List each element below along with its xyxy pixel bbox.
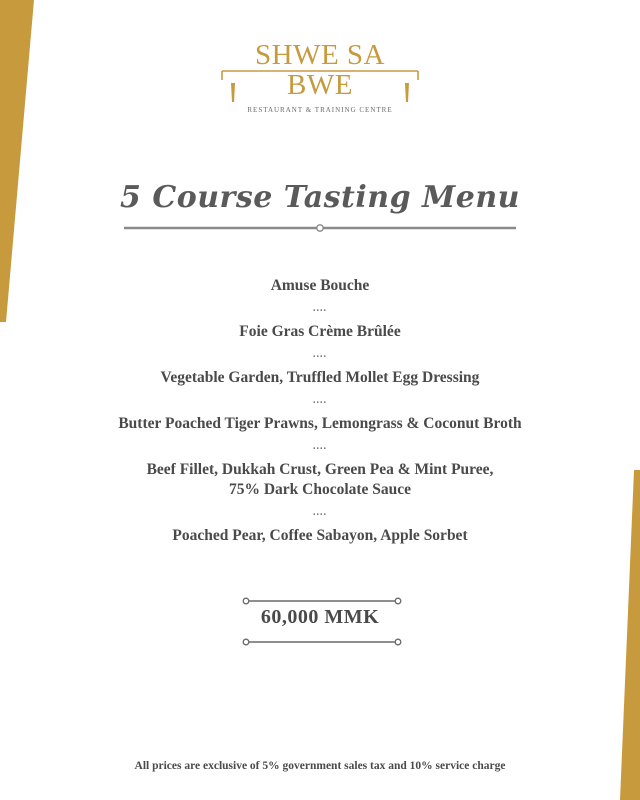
- logo-frame-icon: [220, 40, 420, 110]
- course-item: Butter Poached Tiger Prawns, Lemongrass & Coconut Broth: [118, 415, 522, 432]
- course-separator: ....: [313, 395, 327, 406]
- course-separator: ....: [313, 507, 327, 518]
- restaurant-name: SHWE SA BWE: [255, 39, 385, 101]
- price-top-rule: [242, 596, 402, 606]
- course-item: Beef Fillet, Dukkah Crust, Green Pea & Mint Puree,: [146, 461, 494, 478]
- tax-disclaimer: All prices are exclusive of 5% government sales tax and 10% service charge: [134, 760, 506, 772]
- course-item-continued: 75% Dark Chocolate Sauce: [228, 481, 412, 498]
- price-bottom-rule: [242, 637, 402, 647]
- course-separator: ....: [313, 349, 327, 360]
- course-item: Foie Gras Crème Brûlée: [239, 323, 401, 340]
- title-underline-rule: [124, 222, 516, 234]
- restaurant-subtitle: RESTAURANT & TRAINING CENTRE: [247, 106, 393, 114]
- course-item: Poached Pear, Coffee Sabayon, Apple Sorbet: [172, 527, 468, 544]
- course-separator: ....: [313, 441, 327, 452]
- course-item: Vegetable Garden, Truffled Mollet Egg Dressing: [160, 369, 480, 386]
- menu-price: 60,000 MMK: [260, 606, 380, 628]
- course-list: [0, 276, 640, 546]
- menu-title: 5 Course Tasting Menu: [120, 180, 520, 215]
- course-item: Amuse Bouche: [270, 277, 370, 294]
- restaurant-logo: [220, 39, 420, 114]
- course-separator: ....: [313, 303, 327, 314]
